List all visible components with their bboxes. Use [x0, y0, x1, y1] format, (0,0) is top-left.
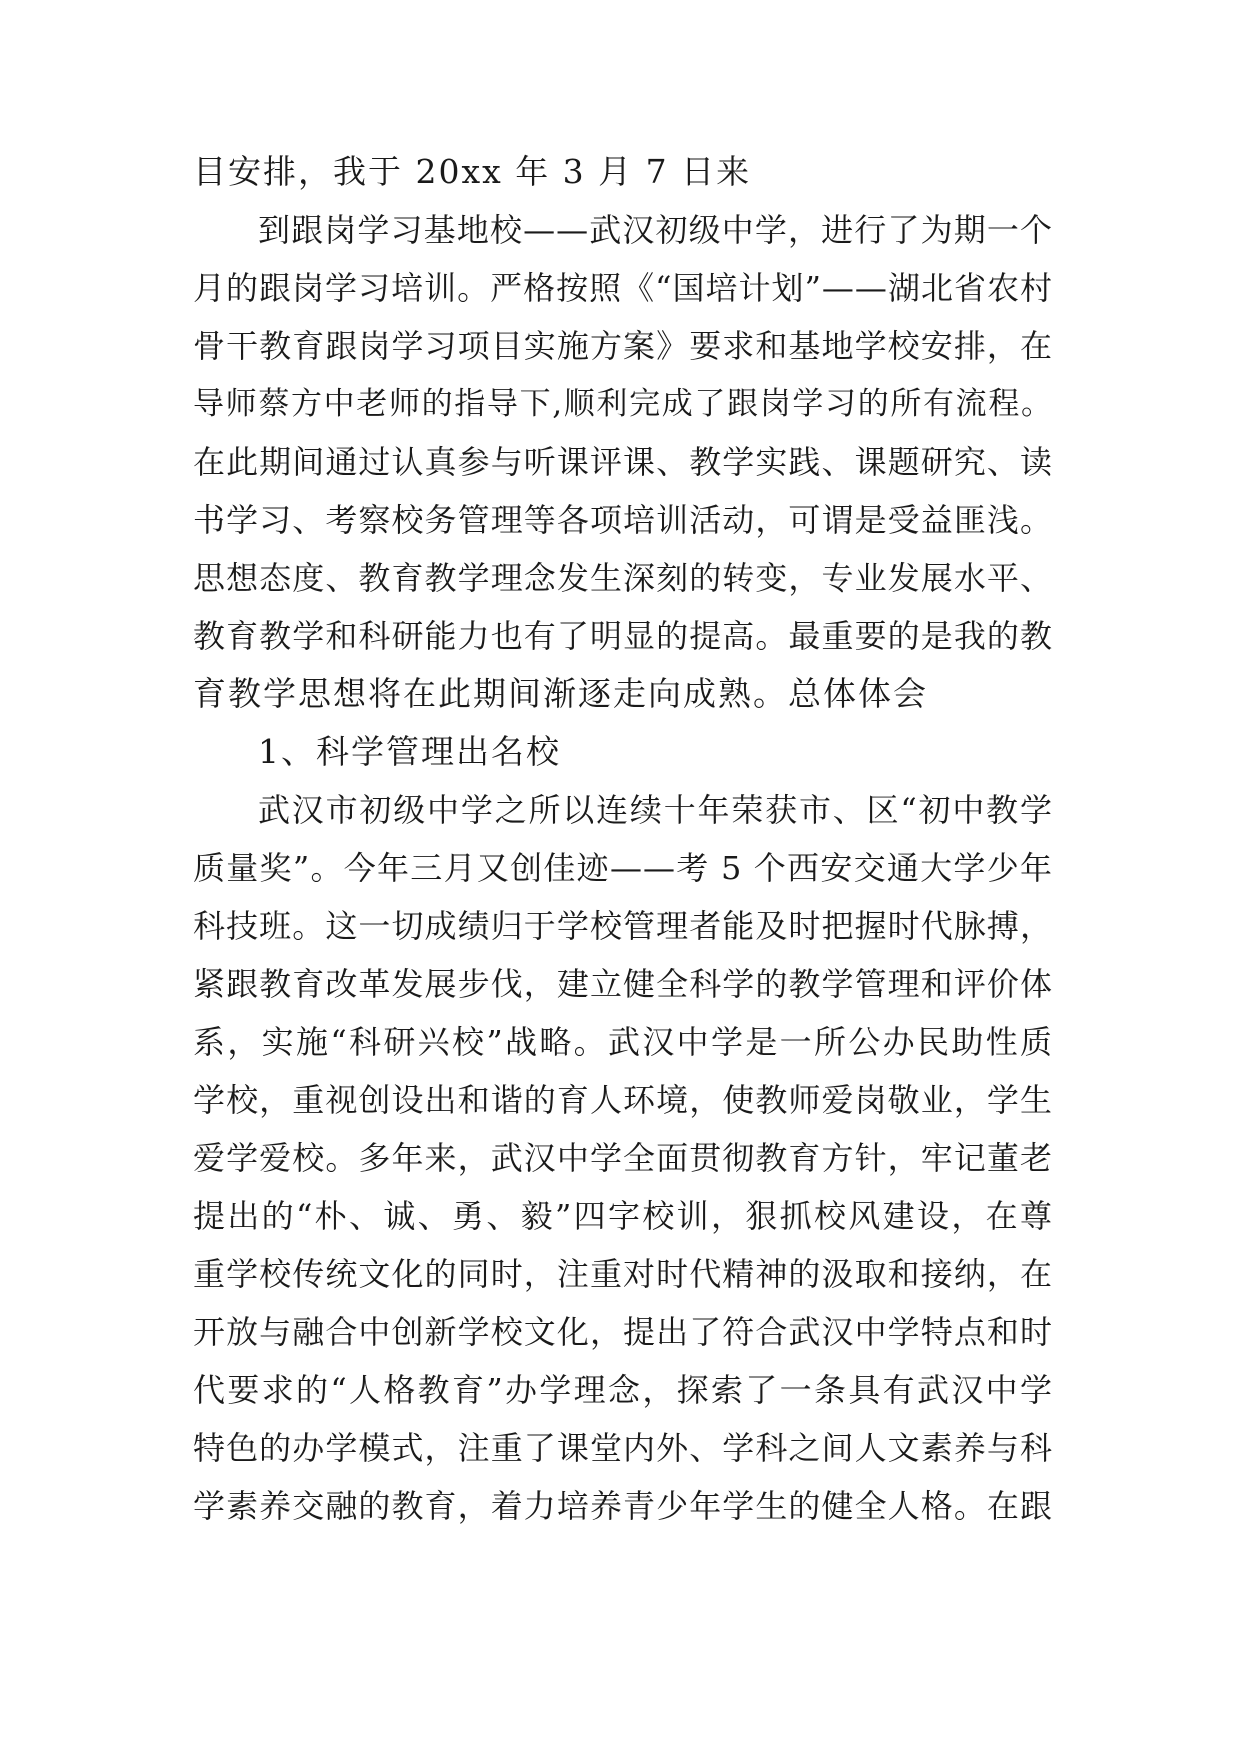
text-line: 学校，重视创设出和谐的育人环境，使教师爱岗敬业，学生 — [193, 1081, 1053, 1119]
text-line: 育教学思想将在此期间渐逐走向成熟。总体体会 — [193, 674, 928, 713]
text-line: 质量奖”。今年三月又创佳迹——考 5 个西安交通大学少年 — [193, 849, 1053, 887]
text-line: 代要求的“人格教育”办学理念，探索了一条具有武汉中学 — [193, 1371, 1053, 1409]
text-line: 爱学爱校。多年来，武汉中学全面贯彻教育方针，牢记董老 — [193, 1139, 1053, 1177]
text-line: 武汉市初级中学之所以连续十年荣获市、区“初中教学 — [258, 791, 1053, 829]
text-line: 重学校传统文化的同时，注重对时代精神的汲取和接纳，在 — [193, 1255, 1053, 1293]
text-line: 学素养交融的教育，着力培养青少年学生的健全人格。在跟 — [193, 1487, 1053, 1525]
text-line: 骨干教育跟岗学习项目实施方案》要求和基地学校安排，在 — [193, 327, 1053, 365]
text-line: 教育教学和科研能力也有了明显的提高。最重要的是我的教 — [193, 617, 1053, 655]
text-line: 在此期间通过认真参与听课评课、教学实践、课题研究、读 — [193, 443, 1053, 481]
text-line: 月的跟岗学习培训。严格按照《“国培计划”——湖北省农村 — [193, 269, 1053, 307]
text-line: 目安排，我于 20xx 年 3 月 7 日来 — [193, 152, 752, 191]
section-heading: 1、科学管理出名校 — [258, 732, 561, 771]
text-line: 提出的“朴、诚、勇、毅”四字校训，狠抓校风建设，在尊 — [193, 1197, 1053, 1235]
text-line: 紧跟教育改革发展步伐，建立健全科学的教学管理和评价体 — [193, 965, 1053, 1003]
text-line: 到跟岗学习基地校——武汉初级中学，进行了为期一个 — [258, 211, 1053, 249]
text-line: 书学习、考察校务管理等各项培训活动，可谓是受益匪浅。 — [193, 501, 1053, 539]
text-line: 思想态度、教育教学理念发生深刻的转变，专业发展水平、 — [193, 559, 1053, 597]
text-line: 开放与融合中创新学校文化，提出了符合武汉中学特点和时 — [193, 1313, 1053, 1351]
text-line: 导师蔡方中老师的指导下,顺利完成了跟岗学习的所有流程。 — [193, 386, 1053, 422]
text-line: 特色的办学模式，注重了课堂内外、学科之间人文素养与科 — [193, 1429, 1053, 1467]
text-line: 科技班。这一切成绩归于学校管理者能及时把握时代脉搏， — [193, 907, 1053, 945]
text-line: 系，实施“科研兴校”战略。武汉中学是一所公办民助性质 — [193, 1023, 1053, 1061]
